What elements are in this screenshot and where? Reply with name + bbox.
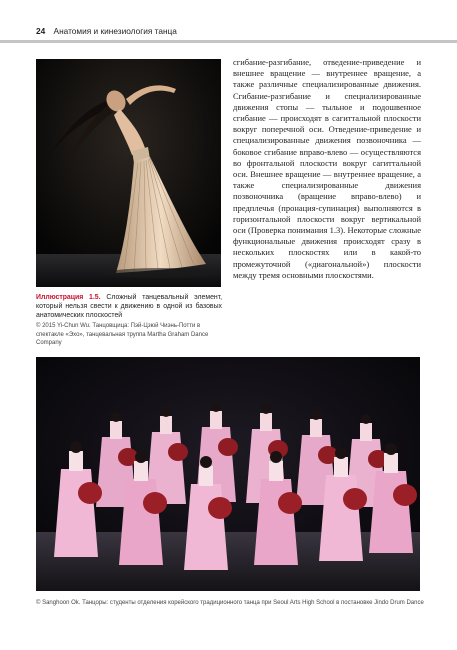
body-paragraph: сгибание-разгибание, отведение-приведение и внешнее вращение — внутреннее вращение, а также различные специализированные движения. Сгибание-разгибание и специализированные движения стопы — тыльное и подошвенное сгибание — происходят в сагиттальной плоскости вокруг поперечной оси. Отведение-приведение и специализированные движения позвоночника — боковое сгибание вправо-влево — осуществляются во фронтальной плоскости вокруг сагиттальной оси. Внешнее вращение — внутреннее вращение, а также специализированные движения позвоночника (вращение вправо-влево) и предплечья (пронация-супинация) выполняются в горизонтальной плоскости вокруг вертикальной оси (Проверка понимания 1.3). Некоторые сложные функциональные движения происходят сразу в нескольких плоскостях или в какой-то промежуточной («диагональной») плоскости между тремя основными плоскостями.: [233, 57, 421, 280]
dancer-photo: [36, 59, 221, 287]
figure-label: Иллюстрация 1.5.: [36, 294, 101, 301]
figure-credit: © 2015 Yi-Chun Wu. Танцовщица: Пэй-Цзюй Чиэнь-Потти в спектакле «Эхо», танцевальная труппа Martha Graham Dance Company: [36, 323, 209, 347]
figure-caption: [36, 293, 222, 320]
photo-credit: © Sanghoon Ok. Танцоры: студенты отделения корейского традиционного танца при Seoul Arts High School в постановке Jindo Drum Dance: [36, 600, 424, 606]
figure-caption-text: Сложный танцевальный элемент, который нельзя свести к движению в одной из базовых анатомических плоскостей: [36, 294, 223, 319]
drum-dance-illustration: [36, 357, 420, 591]
running-title: Анатомия и кинезиология танца: [53, 26, 177, 36]
page-number: 24: [36, 26, 46, 36]
dancer-illustration: [36, 59, 221, 287]
drum-dance-photo: [36, 357, 420, 591]
header-rule: [0, 40, 457, 43]
running-header: [36, 26, 177, 36]
